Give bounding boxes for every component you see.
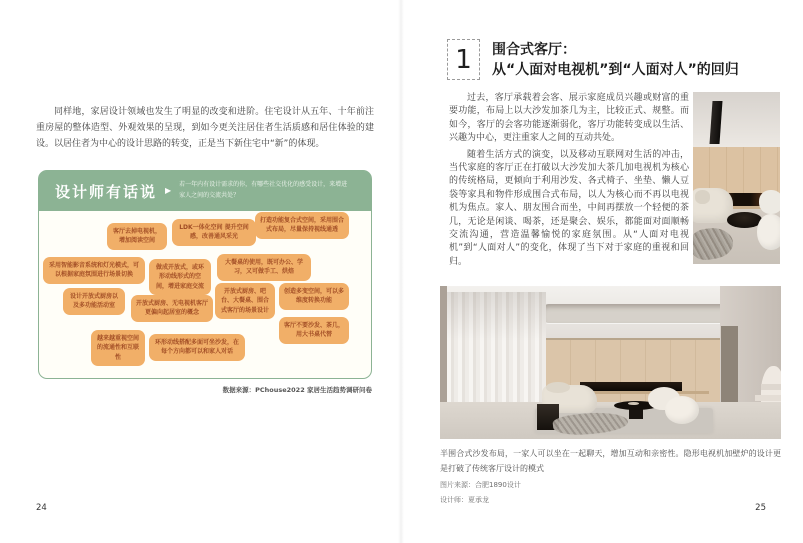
panel-title: 设计师有话说 bbox=[55, 182, 158, 201]
living-room-photo-portrait bbox=[693, 92, 780, 264]
sticky-note: 创造多变空间，可以多维度转换功能 bbox=[279, 283, 349, 310]
sofa-pillow bbox=[695, 190, 711, 204]
panel-question: 若一年内有设计需求的你，有哪些社交优化的感受设计，来增进家人之间的交流共处？ bbox=[179, 181, 348, 199]
coffee-table bbox=[727, 212, 762, 227]
sticky-note: LDK一体化空间 提升空间感，改善通风采光 bbox=[172, 219, 256, 246]
stair-step bbox=[755, 395, 781, 401]
body-paragraph-1: 过去，客厅承载着会客、展示家庭成员兴趣或财富的重要功能，布局上以大沙发加茶几为主，比较正式、规整。而如今，客厅的会客功能逐渐弱化，客厅功能转变成以生活、兴趣为中心，更注重家人之间的互动共处。 bbox=[449, 93, 689, 144]
ceiling bbox=[693, 92, 780, 147]
sticky-note: 开放式厨房、吧台、大餐桌、围合式客厅的场景设计 bbox=[215, 283, 275, 319]
chapter-number-box bbox=[447, 39, 480, 80]
chapter-title-line2: 从“人面对电视机”到“人面对人”的回归 bbox=[492, 62, 739, 78]
page-number-left: 24 bbox=[36, 503, 47, 513]
sticky-note: 客厅不要沙发、茶几，用大书桌代替 bbox=[279, 317, 349, 344]
page-number-right: 25 bbox=[755, 503, 766, 513]
table-tray bbox=[628, 402, 640, 405]
sticky-note: 做成开放式，或环形动线形式的空间，增进家庭交流 bbox=[149, 259, 211, 295]
cove-lighting bbox=[542, 304, 733, 322]
intro-paragraph: 同样地，家居设计领域也发生了明显的改变和进阶。住宅设计从五年、十年前注重房屋的整体造型、外观效果的呈现，到如今更关注居住者生活质感和居住体验的建设。以居住者为中心的设计思路的转变，正是当下新住宅中“新”的体现。 bbox=[36, 107, 374, 149]
data-source-note: 数据来源：PChouse2022 家居生活趋势调研问卷 bbox=[222, 386, 372, 394]
sticky-note: 开放式厨房、无电视机客厅更偏向起居室的概念 bbox=[131, 295, 213, 322]
arrow-right-icon: ▶ bbox=[165, 186, 172, 195]
sofa-pillow bbox=[546, 382, 570, 393]
sticky-note: 设计开放式厨房以及多功能活动室 bbox=[63, 288, 125, 315]
designer-quotes-panel bbox=[38, 170, 372, 379]
chapter-number: 1 bbox=[455, 44, 472, 75]
living-room-photo-wide bbox=[440, 286, 781, 439]
body-paragraph-2: 随着生活方式的演变，以及移动互联网对生活的冲击，当代家庭的客厅正在打破以大沙发加大茶几加电视机为核心的传统格局，更倾向于利用沙发、各式椅子、坐垫、懒人豆袋等家具和物件形成围合式布局，以人为核心而不再以电视机为焦点。家人、朋友围合而坐，中间再摆放一个轻便的茶几，无论是闲谈、喝茶，还是聚会、娱乐，都能面对面顺畅交流沟通，营造温馨愉悦的家庭氛围。从“人面对电视机”到“人面对人”的变化，体现了当下对于家庭的重视和回归。 bbox=[449, 149, 689, 267]
chapter-title-line1: 围合式客厅： bbox=[492, 42, 576, 58]
chapter-header bbox=[447, 39, 739, 80]
sticky-note: 越来越重视空间的流通性和互联性 bbox=[91, 330, 145, 366]
coffee-table-leg bbox=[629, 408, 643, 419]
doorway-recess bbox=[721, 326, 738, 403]
panel-header bbox=[39, 171, 371, 211]
chapter-body bbox=[449, 92, 689, 272]
book-spine-divider bbox=[398, 0, 404, 543]
stair-step bbox=[761, 384, 781, 390]
boucle-armchair bbox=[759, 190, 780, 214]
sticky-note: 大餐桌的使用，既可办公、学习，又可做手工、烘焙 bbox=[217, 254, 311, 281]
photo-caption bbox=[440, 446, 781, 506]
sticky-note: 打造功能复合式空间，采用围合式布局，尽量保持视线通透 bbox=[255, 212, 349, 239]
sticky-note: 客厅去掉电视机，增加阅读空间 bbox=[107, 223, 167, 250]
boucle-armchair bbox=[757, 214, 780, 250]
caption-text: 半围合式沙发布局，一家人可以坐在一起聊天，增加互动和亲密性。隐形电视机加壁炉的设计更是打破了传统客厅设计的模式 bbox=[440, 449, 781, 473]
sticky-note: 采用智能影音系统和灯光模式，可以根据家庭氛围进行场景切换 bbox=[43, 257, 145, 284]
chapter-title bbox=[492, 39, 739, 80]
sticky-note: 环形动线搭配多面可坐沙发，在每个方向都可以和家人对话 bbox=[149, 334, 245, 361]
caption-image-source: 图片来源：合肥1890设计 bbox=[440, 481, 521, 489]
boucle-armchair bbox=[665, 396, 699, 424]
caption-designer: 设计师：夏承龙 bbox=[440, 496, 489, 504]
